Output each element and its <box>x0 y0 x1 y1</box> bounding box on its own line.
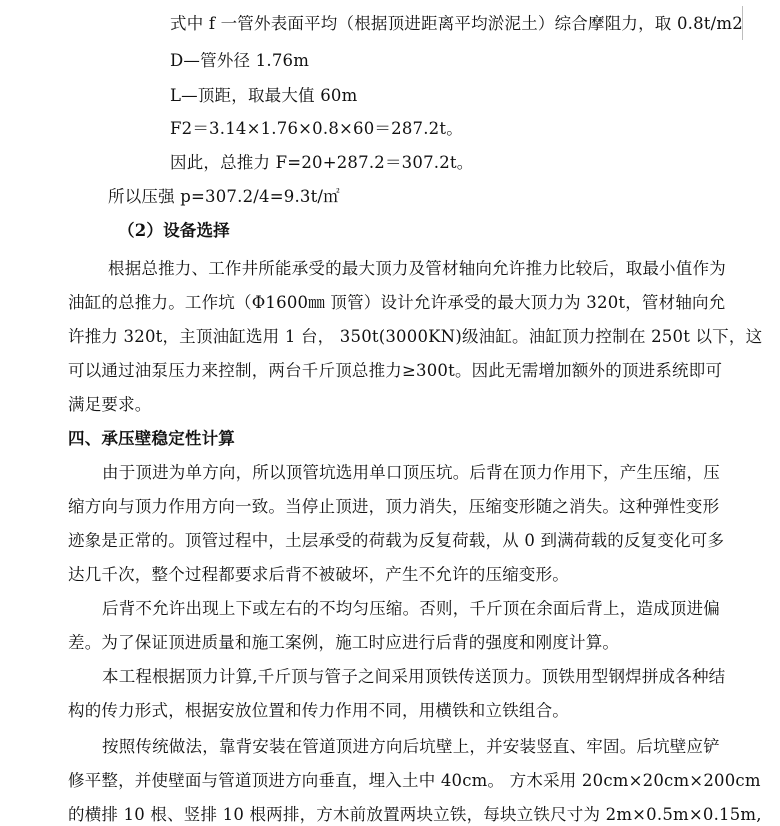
formula-f2-calculation: F2＝3.14×1.76×0.8×60＝287.2t。 <box>170 119 463 138</box>
paragraph-line: 迹象是正常的。顶管过程中，土层承受的荷载为反复荷载，从 0 到满荷载的反复变化可多 <box>68 531 725 550</box>
paragraph-line: 差。为了保证顶进质量和施工案例，施工时应进行后背的强度和刚度计算。 <box>68 633 620 652</box>
formula-l-definition: L—顶距，取最大值 60m <box>170 86 358 105</box>
paragraph-line: 后背不允许出现上下或左右的不均匀压缩。否则，千斤顶在余面后背上，造成顶进偏 <box>102 599 720 618</box>
paragraph-line: 本工程根据顶力计算,千斤顶与管子之间采用顶铁传送顶力。顶铁用型钢焊拼成各种结 <box>102 667 726 686</box>
paragraph-line: 满足要求。 <box>68 395 152 414</box>
paragraph-line: 按照传统做法，靠背安装在管道顶进方向后坑壁上，并安装竖直、牢固。后坑壁应铲 <box>102 737 720 756</box>
paragraph-line: 油缸的总推力。工作坑（Φ1600㎜ 顶管）设计允许承受的最大顶力为 320t，管材轴向允 <box>68 293 726 312</box>
formula-total-force: 因此，总推力 F=20+287.2＝307.2t。 <box>170 153 474 172</box>
formula-pressure: 所以压强 p=307.2/4=9.3t/㎡ <box>108 187 340 206</box>
paragraph-line: 构的传力形式，根据安放位置和传力作用不同，用横铁和立铁组合。 <box>68 701 569 720</box>
formula-d-definition: D—管外径 1.76m <box>170 51 310 70</box>
paragraph-line: 的横排 10 根、竖排 10 根两排，方木前放置两块立铁，每块立铁尺寸为 2m×0.5m×0.15m, <box>68 805 762 824</box>
paragraph-line: 可以通过油泵压力来控制，两台千斤顶总推力≥300t。因此无需增加额外的顶进系统即可 <box>68 361 723 380</box>
paragraph-line: 许推力 320t，主顶油缸选用 1 台， 350t(3000KN)级油缸。油缸顶力控制在 250t 以下，这 <box>68 327 763 346</box>
paragraph-line: 由于顶进为单方向，所以顶管坑选用单口顶压坑。后背在顶力作用下，产生压缩，压 <box>102 463 720 482</box>
paragraph-line: 根据总推力、工作井所能承受的最大顶力及管材轴向允许推力比较后，取最小值作为 <box>108 259 726 278</box>
section-4-heading: 四、承压壁稳定性计算 <box>68 429 235 448</box>
paragraph-line: 达几千次，整个过程都要求后背不被破坏，产生不允许的压缩变形。 <box>68 565 569 584</box>
equipment-heading: （2）设备选择 <box>118 221 230 240</box>
paragraph-line: 修平整，并使壁面与管道顶进方向垂直，埋入土中 40cm。 方木采用 20cm×20cm×200cm <box>68 771 761 790</box>
paragraph-line: 缩方向与顶力作用方向一致。当停止顶进，顶力消失，压缩变形随之消失。这种弹性变形 <box>68 497 720 516</box>
formula-f-definition: 式中 f 一管外表面平均（根据顶进距离平均淤泥土）综合摩阻力，取 0.8t/m2 <box>170 14 743 33</box>
